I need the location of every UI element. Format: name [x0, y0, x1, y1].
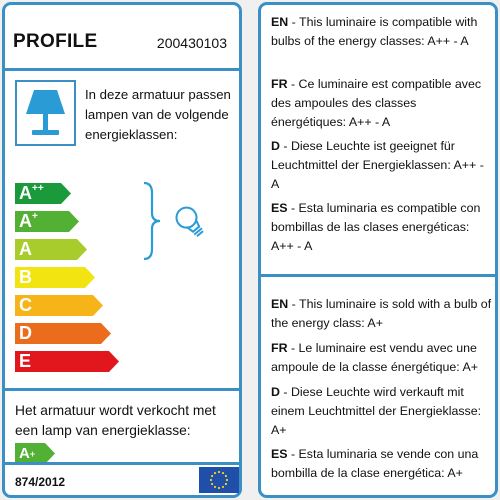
lang-text: - Le luminaire est vendu avec une ampoule de la classe énergétique: A+ — [271, 341, 478, 374]
divider — [5, 462, 239, 465]
intro-text: In deze armatuur passen lampen van de volgende energieklassen: — [85, 87, 231, 142]
energy-class-arrow — [15, 183, 71, 204]
sold-class-badge — [15, 443, 55, 464]
energy-class-letter: B — [19, 267, 32, 287]
regulation-number: 874/2012 — [15, 475, 66, 489]
product-code: 200430103 — [156, 35, 227, 51]
lang-text: - Esta luminaria es compatible con bombillas de las clases energéticas: A++ - A — [271, 201, 481, 253]
lang-code: FR — [271, 77, 288, 91]
brand-name: PROFILE — [13, 31, 98, 52]
lang-block-d — [271, 137, 493, 194]
lang-text: - Esta luminaria se vende con una bombilla de la clase energética: A+ — [271, 447, 479, 480]
lang-text: - Diese Leuchte ist geeignet für Leuchtmittel der Energieklassen: A++ - A — [271, 139, 484, 191]
energy-class-letter: D — [19, 323, 32, 343]
lang-text: - Diese Leuchte wird verkauft mit einem Leuchtmittel der Energieklasse: A+ — [271, 385, 482, 437]
light-bulb-icon — [169, 201, 213, 245]
energy-class-plus: ++ — [32, 183, 44, 194]
lang-block-es — [271, 445, 493, 483]
lang-block-es — [271, 199, 493, 256]
lang-code: FR — [271, 341, 288, 355]
divider — [261, 274, 495, 277]
sold-class-letter: A — [19, 445, 30, 462]
energy-class-arrow — [15, 295, 103, 316]
lang-block-en — [271, 295, 493, 333]
lang-text: - This luminaire is compatible with bulbs of the energy classes: A++ - A — [271, 15, 478, 48]
lang-code: D — [271, 139, 280, 153]
lang-block-fr — [271, 339, 493, 377]
energy-class-letter: A — [19, 239, 32, 259]
energy-class-arrow — [15, 267, 95, 288]
energy-class-arrow — [15, 323, 111, 344]
energy-class-letter: E — [19, 351, 32, 371]
table-lamp-icon — [15, 80, 76, 146]
lang-code: D — [271, 385, 280, 399]
eu-flag-icon — [199, 467, 239, 493]
sold-class-plus: + — [29, 449, 36, 459]
right-panel — [258, 2, 498, 498]
lang-block-d — [271, 383, 493, 440]
divider — [5, 68, 239, 71]
energy-class-letter: A — [19, 183, 32, 203]
lang-code: ES — [271, 201, 288, 215]
lang-text: - This luminaire is sold with a bulb of the energy class: A+ — [271, 297, 492, 330]
lang-code: EN — [271, 15, 289, 29]
energy-class-letter: C — [19, 295, 32, 315]
left-panel — [2, 2, 242, 498]
energy-class-arrow — [15, 239, 87, 260]
energy-class-arrow — [15, 351, 119, 372]
lang-text: - Ce luminaire est compatible avec des ampoules des classes énergétiques: A++ - A — [271, 77, 482, 129]
divider — [5, 388, 239, 391]
sold-with-text: Het armatuur wordt verkocht met een lamp van energieklasse: — [15, 403, 216, 438]
lang-block-en — [271, 13, 493, 51]
lang-block-fr — [271, 75, 493, 132]
brace-icon — [141, 181, 163, 261]
lang-code: EN — [271, 297, 289, 311]
lang-code: ES — [271, 447, 288, 461]
energy-class-arrow — [15, 211, 79, 232]
energy-class-letter: A — [19, 211, 32, 231]
energy-class-plus: + — [32, 211, 38, 222]
